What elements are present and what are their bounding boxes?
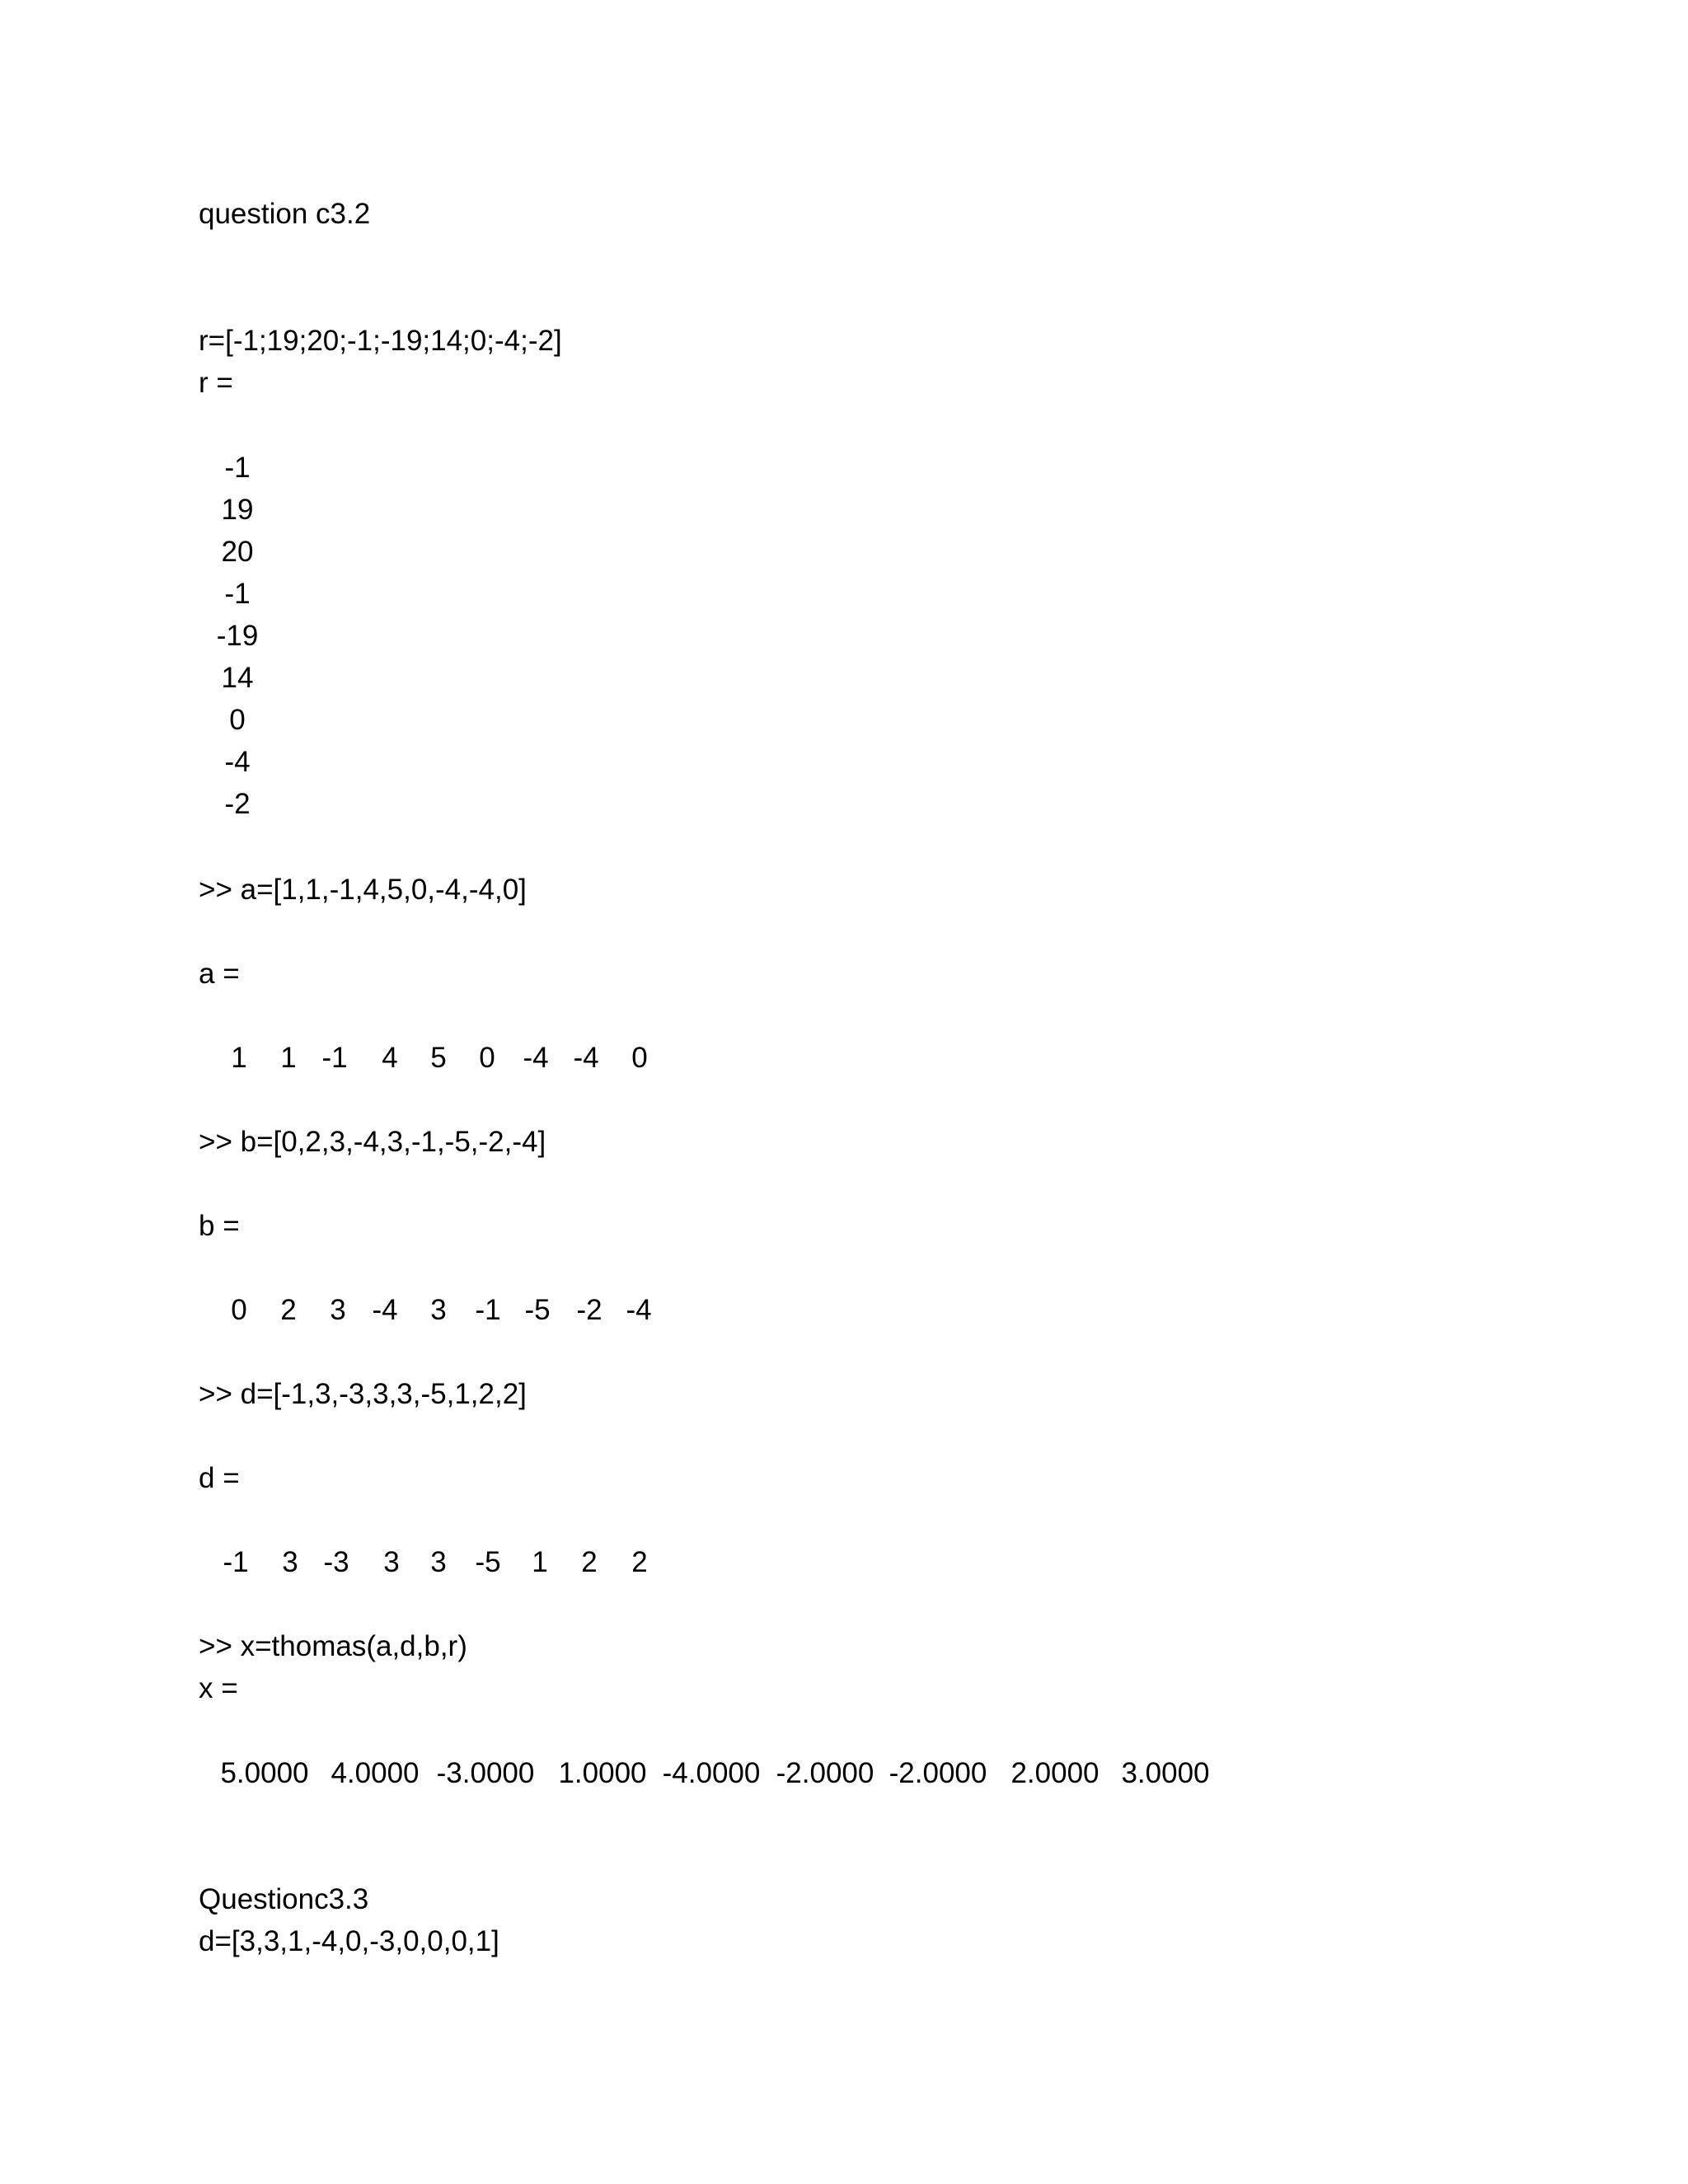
d-value: 3 (282, 1546, 298, 1578)
b-value: -4 (372, 1294, 398, 1326)
b-label: b = (199, 1210, 240, 1242)
a-value: -4 (573, 1042, 599, 1074)
a-value: 1 (280, 1042, 297, 1074)
r-value: -4 (224, 746, 251, 778)
d-value: -3 (323, 1546, 349, 1578)
b-value: 3 (430, 1294, 447, 1326)
b-value: -1 (475, 1294, 501, 1326)
x-value: -2.0000 (889, 1757, 987, 1789)
x-command: >> x=thomas(a,d,b,r) (199, 1630, 467, 1662)
r-value: 19 (221, 494, 254, 526)
r-label: r = (199, 367, 233, 399)
a-value: 0 (479, 1042, 495, 1074)
d-value: 3 (430, 1546, 447, 1578)
d-value: 2 (581, 1546, 598, 1578)
x-value: 3.0000 (1121, 1757, 1210, 1789)
d-command: >> d=[-1,3,-3,3,3,-5,1,2,2] (199, 1378, 527, 1410)
x-value: 1.0000 (558, 1757, 647, 1789)
a-values-row (0, 1040, 1688, 1076)
a-command: >> a=[1,1,-1,4,5,0,-4,-4,0] (199, 874, 527, 906)
d-label: d = (199, 1462, 240, 1494)
b-value: 2 (280, 1294, 297, 1326)
r-value: -1 (224, 578, 251, 610)
x-value: -3.0000 (436, 1757, 535, 1789)
b-command: >> b=[0,2,3,-4,3,-1,-5,-2,-4] (199, 1126, 546, 1158)
x-value: 4.0000 (331, 1757, 420, 1789)
d-value: 2 (631, 1546, 648, 1578)
x-value: -2.0000 (776, 1757, 874, 1789)
r-value: 14 (221, 662, 254, 694)
x-value: 2.0000 (1010, 1757, 1100, 1789)
d-value: 1 (532, 1546, 548, 1578)
x-value: -4.0000 (662, 1757, 761, 1789)
question-heading-c3-2: question c3.2 (199, 198, 371, 230)
a-value: -1 (321, 1042, 348, 1074)
a-value: 4 (382, 1042, 398, 1074)
x-values-row (0, 1755, 1688, 1792)
r-value: -1 (224, 452, 251, 484)
d-value: 3 (383, 1546, 400, 1578)
b-value: 0 (231, 1294, 247, 1326)
d-values-row (0, 1544, 1688, 1581)
d-value: -1 (223, 1546, 249, 1578)
r-value: 0 (229, 704, 246, 736)
question-heading-c3-3: Questionc3.3 (199, 1883, 369, 1915)
a-value: 0 (631, 1042, 648, 1074)
r-value: -2 (224, 788, 251, 820)
x-label: x = (199, 1672, 238, 1704)
a-label: a = (199, 958, 240, 990)
d2-command: d=[3,3,1,-4,0,-3,0,0,0,1] (199, 1925, 499, 1957)
r-value: 20 (221, 536, 254, 568)
b-value: -2 (576, 1294, 603, 1326)
b-value: 3 (330, 1294, 346, 1326)
a-value: -4 (523, 1042, 549, 1074)
r-value: -19 (216, 620, 259, 652)
d-value: -5 (475, 1546, 501, 1578)
b-value: -5 (524, 1294, 551, 1326)
a-value: 1 (231, 1042, 247, 1074)
b-value: -4 (626, 1294, 652, 1326)
b-values-row (0, 1292, 1688, 1329)
a-value: 5 (430, 1042, 447, 1074)
r-command: r=[-1;19;20;-1;-19;14;0;-4;-2] (199, 325, 562, 357)
x-value: 5.0000 (220, 1757, 309, 1789)
